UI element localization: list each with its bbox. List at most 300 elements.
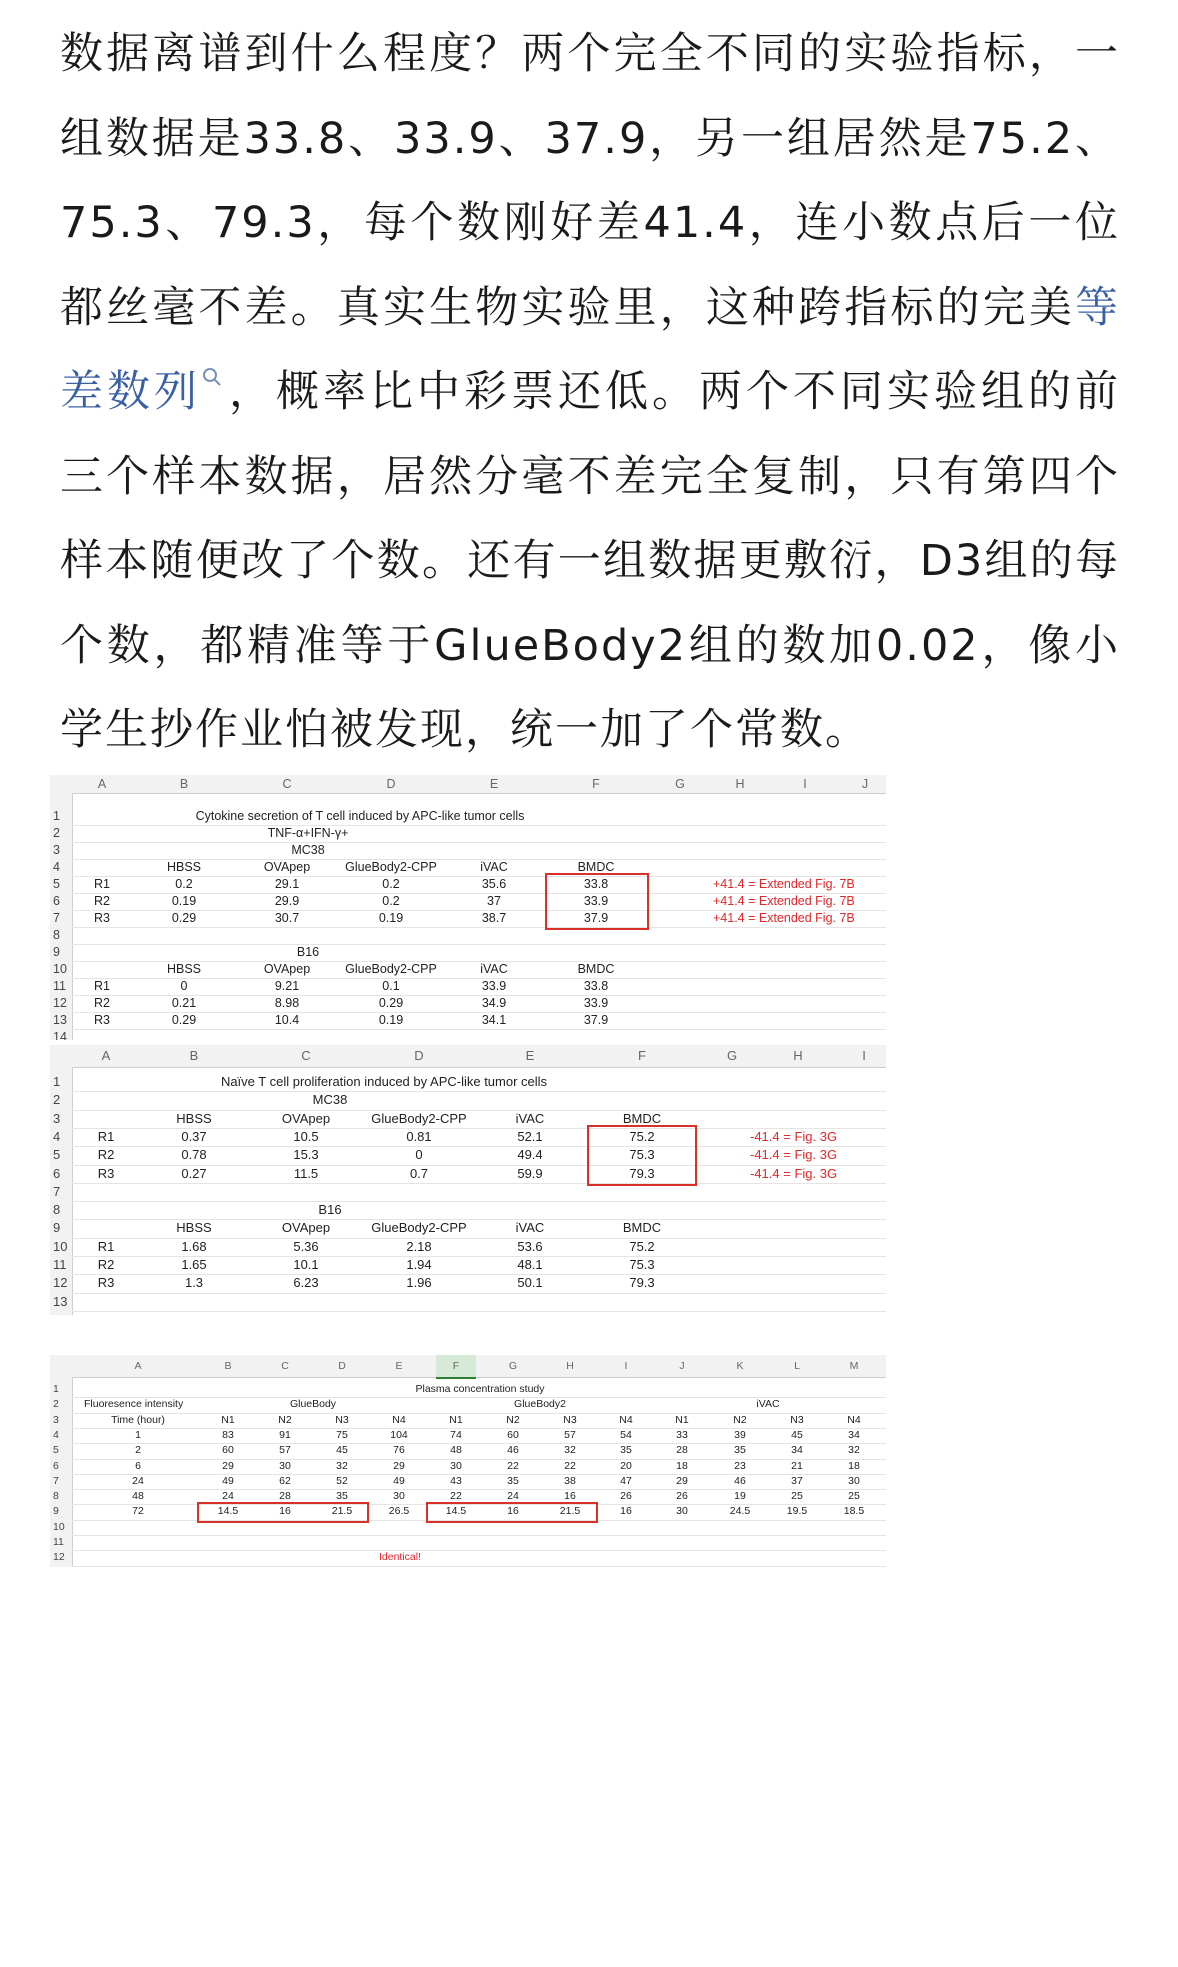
annotation-note: +41.4 = Extended Fig. 7B bbox=[713, 911, 855, 925]
group-label-mc38: MC38 bbox=[312, 1092, 348, 1108]
row-number-11[interactable]: 11 bbox=[53, 1536, 64, 1548]
data-cell: 0.19 bbox=[378, 911, 404, 925]
data-cell: 30 bbox=[393, 1490, 405, 1503]
keyword-link[interactable]: 等差数列 bbox=[60, 282, 1120, 417]
row-number-6[interactable]: 6 bbox=[53, 894, 60, 908]
data-cell: 0.2 bbox=[175, 877, 193, 891]
group-label-b16: B16 bbox=[318, 1202, 342, 1218]
replicate-label: N1 bbox=[221, 1413, 235, 1426]
data-cell: 22 bbox=[564, 1459, 576, 1472]
sheet-title: Naïve T cell proliferation induced by APC-like tumor cells bbox=[220, 1074, 548, 1089]
data-cell: 48.1 bbox=[517, 1257, 543, 1272]
replicate-label: N2 bbox=[278, 1413, 292, 1426]
data-cell: 26 bbox=[676, 1490, 688, 1503]
data-cell: 75.2 bbox=[629, 1128, 655, 1144]
row-number-6[interactable]: 6 bbox=[53, 1165, 61, 1181]
data-cell: 52 bbox=[336, 1474, 348, 1487]
data-cell: 57 bbox=[279, 1444, 291, 1457]
data-cell: 30 bbox=[676, 1505, 688, 1518]
column-label: iVAC bbox=[515, 1220, 545, 1236]
search-icon[interactable] bbox=[201, 366, 223, 388]
data-cell: 5.36 bbox=[293, 1238, 319, 1254]
article-text-part-1: 数据离谱到什么程度？两个完全不同的实验指标，一组数据是33.8、33.9、37.9，另一组居然是75.2、75.3、79.3，每个数刚好差41.4，连小数点后一位都丝毫不差。真实生物实验里，这种跨指标的完美 bbox=[60, 29, 1120, 333]
data-cell: 37.9 bbox=[583, 1013, 609, 1027]
sheet-title: Cytokine secretion of T cell induced by APC-like tumor cells bbox=[195, 809, 525, 823]
group-label: GlueBody2 bbox=[514, 1398, 566, 1411]
highlight-box bbox=[587, 1125, 697, 1186]
data-cell: 15.3 bbox=[293, 1147, 319, 1163]
column-label: OVApep bbox=[263, 860, 311, 874]
article-paragraph bbox=[60, 12, 1120, 773]
row-label: R1 bbox=[94, 877, 110, 891]
row-label: R2 bbox=[97, 1147, 115, 1163]
time-value: 48 bbox=[132, 1490, 144, 1503]
data-cell: 47 bbox=[620, 1474, 632, 1487]
replicate-label: N1 bbox=[675, 1413, 689, 1426]
column-label: GlueBody2-CPP bbox=[345, 860, 437, 874]
data-cell: 43 bbox=[450, 1474, 462, 1487]
data-cell: 49.4 bbox=[517, 1147, 543, 1163]
row-number-11[interactable]: 11 bbox=[53, 979, 66, 993]
data-cell: 33 bbox=[676, 1428, 688, 1441]
data-cell: 25 bbox=[791, 1490, 803, 1503]
article-text bbox=[60, 12, 1120, 773]
data-cell: 83 bbox=[222, 1428, 234, 1441]
row-label: R2 bbox=[94, 894, 110, 908]
data-cell: 0.37 bbox=[181, 1128, 207, 1144]
column-header-i[interactable]: I bbox=[803, 777, 807, 791]
column-header-d[interactable]: D bbox=[338, 1360, 346, 1372]
data-cell: 22 bbox=[507, 1459, 519, 1472]
row-number-5[interactable]: 5 bbox=[53, 1147, 61, 1163]
data-cell: 34.1 bbox=[481, 1013, 507, 1027]
data-cell: 49 bbox=[222, 1474, 234, 1487]
column-header-a[interactable]: A bbox=[101, 1048, 111, 1063]
column-header-h[interactable]: H bbox=[566, 1360, 574, 1372]
row-number-9[interactable]: 9 bbox=[53, 945, 60, 959]
data-cell: 104 bbox=[390, 1428, 408, 1441]
column-header-g[interactable]: G bbox=[508, 1360, 518, 1372]
replicate-label: N4 bbox=[847, 1413, 861, 1426]
column-label: iVAC bbox=[515, 1110, 545, 1126]
data-cell: 57 bbox=[564, 1428, 576, 1441]
annotation-note: +41.4 = Extended Fig. 7B bbox=[713, 894, 855, 908]
column-header-j[interactable]: J bbox=[679, 1360, 685, 1372]
column-label: OVApep bbox=[281, 1220, 331, 1236]
row-number-5[interactable]: 5 bbox=[53, 1444, 59, 1457]
grid-line bbox=[72, 1566, 886, 1567]
data-cell: 0 bbox=[180, 979, 188, 993]
highlight-box bbox=[197, 1502, 369, 1522]
row-number-6[interactable]: 6 bbox=[53, 1459, 59, 1472]
data-cell: 21.5 bbox=[331, 1505, 353, 1518]
data-cell: 62 bbox=[279, 1474, 291, 1487]
identical-note: Identical! bbox=[378, 1551, 422, 1564]
column-header-d[interactable]: D bbox=[414, 1048, 424, 1063]
grid-line bbox=[72, 978, 886, 979]
data-cell: 60 bbox=[507, 1428, 519, 1441]
row-number-3[interactable]: 3 bbox=[53, 1110, 61, 1126]
data-cell: 50.1 bbox=[517, 1275, 543, 1291]
data-cell: 0.7 bbox=[409, 1165, 429, 1181]
row-number-7[interactable]: 7 bbox=[53, 911, 60, 925]
data-cell: 30 bbox=[450, 1459, 462, 1472]
column-header-m[interactable]: M bbox=[849, 1360, 859, 1372]
column-header-f[interactable]: F bbox=[638, 1048, 646, 1063]
data-cell: 34 bbox=[791, 1444, 803, 1457]
row-number-4[interactable]: 4 bbox=[53, 860, 60, 874]
column-header-k[interactable]: K bbox=[736, 1360, 744, 1372]
grid-line bbox=[72, 1489, 886, 1490]
row-label: R2 bbox=[94, 996, 110, 1010]
row-number-13[interactable]: 13 bbox=[53, 1293, 68, 1309]
grid-line bbox=[72, 1091, 886, 1092]
row-number-8[interactable]: 8 bbox=[53, 1490, 59, 1503]
data-cell: 21 bbox=[791, 1459, 803, 1472]
annotation-note: -41.4 = Fig. 3G bbox=[750, 1165, 838, 1181]
measure-label: Fluoresence intensity bbox=[84, 1398, 184, 1411]
replicate-label: N1 bbox=[449, 1413, 463, 1426]
row-number-12[interactable]: 12 bbox=[53, 1551, 65, 1564]
row-label: R1 bbox=[97, 1128, 115, 1144]
row-label: R2 bbox=[97, 1257, 115, 1272]
group-label-b16: B16 bbox=[296, 945, 320, 959]
data-cell: 14.5 bbox=[217, 1505, 239, 1518]
data-cell: 34.9 bbox=[481, 996, 507, 1010]
row-number-bar bbox=[50, 1067, 73, 1315]
data-cell: 29 bbox=[676, 1474, 688, 1487]
data-cell: 1.3 bbox=[184, 1275, 204, 1291]
data-cell: 75.2 bbox=[629, 1238, 655, 1254]
column-header-c[interactable]: C bbox=[282, 777, 292, 791]
column-header-bar bbox=[50, 775, 886, 794]
replicate-label: N2 bbox=[506, 1413, 520, 1426]
row-number-2[interactable]: 2 bbox=[53, 1398, 59, 1411]
grid-line bbox=[72, 1474, 886, 1475]
data-cell: 33.8 bbox=[583, 979, 609, 993]
data-cell: 22 bbox=[450, 1490, 462, 1503]
column-header-d[interactable]: D bbox=[386, 777, 396, 791]
data-cell: 46 bbox=[507, 1444, 519, 1457]
data-cell: 91 bbox=[279, 1428, 291, 1441]
data-cell: 26.5 bbox=[388, 1505, 410, 1518]
data-cell: 29 bbox=[393, 1459, 405, 1472]
data-cell: 1.96 bbox=[406, 1275, 432, 1291]
row-number-10[interactable]: 10 bbox=[53, 1238, 68, 1254]
data-cell: 48 bbox=[450, 1444, 462, 1457]
column-label: iVAC bbox=[480, 860, 508, 874]
data-cell: 10.1 bbox=[293, 1257, 319, 1272]
time-value: 2 bbox=[135, 1444, 141, 1457]
column-label: BMDC bbox=[577, 962, 615, 976]
data-cell: 0.2 bbox=[382, 894, 400, 908]
time-header: Time (hour) bbox=[111, 1413, 165, 1426]
column-label: HBSS bbox=[166, 860, 202, 874]
column-header-bar bbox=[50, 1045, 886, 1068]
data-cell: 21.5 bbox=[559, 1505, 581, 1518]
data-cell: 59.9 bbox=[517, 1165, 543, 1181]
replicate-label: N3 bbox=[335, 1413, 349, 1426]
grid-line bbox=[72, 1459, 886, 1460]
row-number-1[interactable]: 1 bbox=[53, 1074, 61, 1089]
row-number-8[interactable]: 8 bbox=[53, 1202, 61, 1218]
data-cell: 35 bbox=[734, 1444, 746, 1457]
row-number-1[interactable]: 1 bbox=[53, 809, 60, 823]
data-cell: 30 bbox=[848, 1474, 860, 1487]
grid-line bbox=[72, 927, 886, 928]
data-cell: 20 bbox=[620, 1459, 632, 1472]
spreadsheet-t-cell-proliferation bbox=[50, 1045, 886, 1315]
replicate-label: N3 bbox=[563, 1413, 577, 1426]
data-cell: 19 bbox=[734, 1490, 746, 1503]
column-header-f[interactable]: F bbox=[436, 1355, 476, 1379]
column-label: BMDC bbox=[577, 860, 615, 874]
data-cell: 0.81 bbox=[406, 1128, 432, 1144]
row-number-bar bbox=[50, 1377, 73, 1567]
data-cell: 49 bbox=[393, 1474, 405, 1487]
data-cell: 1.68 bbox=[181, 1238, 207, 1254]
column-header-i[interactable]: I bbox=[624, 1360, 628, 1372]
data-cell: 34 bbox=[848, 1428, 860, 1441]
column-header-g[interactable]: G bbox=[726, 1048, 738, 1063]
row-label: R3 bbox=[97, 1165, 115, 1181]
data-cell: 10.4 bbox=[274, 1013, 300, 1027]
row-number-14[interactable]: 14 bbox=[53, 1030, 67, 1040]
replicate-label: N2 bbox=[733, 1413, 747, 1426]
data-cell: 24 bbox=[222, 1490, 234, 1503]
column-label: iVAC bbox=[480, 962, 508, 976]
data-cell: 8.98 bbox=[274, 996, 300, 1010]
group-label: GlueBody bbox=[289, 1398, 337, 1411]
column-header-a[interactable]: A bbox=[134, 1360, 142, 1372]
grid-line bbox=[72, 1535, 886, 1536]
column-header-h[interactable]: H bbox=[735, 777, 745, 791]
column-header-i[interactable]: I bbox=[862, 1048, 866, 1063]
row-number-7[interactable]: 7 bbox=[53, 1474, 59, 1487]
column-label: GlueBody2-CPP bbox=[371, 1110, 467, 1126]
data-cell: 0.21 bbox=[171, 996, 197, 1010]
column-header-b[interactable]: B bbox=[224, 1360, 232, 1372]
data-cell: 35 bbox=[507, 1474, 519, 1487]
row-number-9[interactable]: 9 bbox=[53, 1505, 59, 1518]
column-header-e[interactable]: E bbox=[395, 1360, 403, 1372]
data-cell: 37.9 bbox=[583, 911, 609, 925]
data-cell: 9.21 bbox=[274, 979, 300, 993]
row-label: R1 bbox=[97, 1238, 115, 1254]
data-cell: 18.5 bbox=[843, 1505, 865, 1518]
row-number-10[interactable]: 10 bbox=[53, 1520, 65, 1533]
row-number-4[interactable]: 4 bbox=[53, 1428, 59, 1441]
row-label: R3 bbox=[97, 1275, 115, 1291]
grid-line bbox=[72, 1428, 886, 1429]
row-number-11[interactable]: 11 bbox=[53, 1257, 67, 1272]
grid-line bbox=[72, 1029, 886, 1030]
column-label: HBSS bbox=[176, 1110, 212, 1126]
row-number-4[interactable]: 4 bbox=[53, 1128, 61, 1144]
row-label: R3 bbox=[94, 1013, 110, 1027]
row-number-bar bbox=[50, 793, 73, 1040]
data-cell: 30 bbox=[279, 1459, 291, 1472]
data-cell: 16 bbox=[620, 1505, 632, 1518]
replicate-label: N4 bbox=[619, 1413, 633, 1426]
row-number-12[interactable]: 12 bbox=[53, 1275, 68, 1291]
data-cell: 29.1 bbox=[274, 877, 300, 891]
annotation-note: +41.4 = Extended Fig. 7B bbox=[713, 877, 855, 891]
data-cell: 1.94 bbox=[406, 1257, 432, 1272]
grid-line bbox=[72, 1550, 886, 1551]
row-number-12[interactable]: 12 bbox=[53, 996, 67, 1010]
spreadsheet-cytokine-secretion bbox=[50, 775, 886, 1040]
data-cell: 0.29 bbox=[378, 996, 404, 1010]
grid-line bbox=[72, 1293, 886, 1294]
data-cell: 45 bbox=[336, 1444, 348, 1457]
data-cell: 35 bbox=[620, 1444, 632, 1457]
column-label: GlueBody2-CPP bbox=[345, 962, 437, 976]
column-header-e[interactable]: E bbox=[489, 777, 499, 791]
column-header-b[interactable]: B bbox=[179, 777, 189, 791]
column-header-h[interactable]: H bbox=[793, 1048, 803, 1063]
data-cell: 6.23 bbox=[293, 1275, 319, 1291]
column-header-f[interactable]: F bbox=[592, 777, 600, 791]
column-label: BMDC bbox=[622, 1110, 662, 1126]
sheet-title: Plasma concentration study bbox=[415, 1383, 545, 1395]
row-number-3[interactable]: 3 bbox=[53, 1413, 59, 1426]
data-cell: 35.6 bbox=[481, 877, 507, 891]
data-cell: 1.65 bbox=[181, 1257, 207, 1272]
data-cell: 18 bbox=[676, 1459, 688, 1472]
annotation-note: -41.4 = Fig. 3G bbox=[750, 1147, 838, 1163]
column-header-l[interactable]: L bbox=[794, 1360, 800, 1372]
grid-line bbox=[72, 1183, 886, 1184]
data-cell: 46 bbox=[734, 1474, 746, 1487]
data-cell: 32 bbox=[336, 1459, 348, 1472]
data-cell: 74 bbox=[450, 1428, 462, 1441]
grid-line bbox=[72, 1443, 886, 1444]
data-cell: 37 bbox=[487, 894, 501, 908]
column-header-c[interactable]: C bbox=[301, 1048, 311, 1063]
data-cell: 79.3 bbox=[629, 1165, 655, 1181]
data-cell: 16 bbox=[507, 1505, 519, 1518]
data-cell: 0.27 bbox=[181, 1165, 207, 1181]
time-value: 1 bbox=[135, 1428, 141, 1441]
column-label: BMDC bbox=[622, 1220, 662, 1236]
data-cell: 24 bbox=[507, 1490, 519, 1503]
row-number-8[interactable]: 8 bbox=[53, 928, 60, 942]
grid-line bbox=[72, 944, 886, 945]
data-cell: 11.5 bbox=[293, 1165, 319, 1181]
data-cell: 75 bbox=[336, 1428, 348, 1441]
column-header-e[interactable]: E bbox=[525, 1048, 535, 1063]
replicate-label: N4 bbox=[392, 1413, 406, 1426]
data-cell: 25 bbox=[848, 1490, 860, 1503]
grid-line bbox=[72, 1311, 886, 1312]
highlight-box bbox=[426, 1502, 598, 1522]
sheet-subtitle: TNF-α+IFN-γ+ bbox=[267, 826, 349, 840]
data-cell: 23 bbox=[734, 1459, 746, 1472]
group-label: iVAC bbox=[756, 1398, 780, 1411]
column-header-j[interactable]: J bbox=[861, 777, 869, 791]
row-number-9[interactable]: 9 bbox=[53, 1220, 61, 1236]
data-cell: 79.3 bbox=[629, 1275, 655, 1291]
data-cell: 19.5 bbox=[786, 1505, 808, 1518]
data-cell: 39 bbox=[734, 1428, 746, 1441]
column-label: HBSS bbox=[176, 1220, 212, 1236]
data-cell: 75.3 bbox=[629, 1147, 655, 1163]
data-cell: 29 bbox=[222, 1459, 234, 1472]
row-number-7[interactable]: 7 bbox=[53, 1183, 61, 1199]
grid-line bbox=[72, 842, 886, 843]
data-cell: 33.9 bbox=[583, 996, 609, 1010]
highlight-box bbox=[545, 873, 649, 930]
spreadsheet-plasma-concentration bbox=[50, 1355, 886, 1567]
data-cell: 16 bbox=[279, 1505, 291, 1518]
column-label: HBSS bbox=[166, 962, 202, 976]
row-number-2[interactable]: 2 bbox=[53, 826, 60, 840]
data-cell: 16 bbox=[564, 1490, 576, 1503]
column-label: OVApep bbox=[263, 962, 311, 976]
row-number-3[interactable]: 3 bbox=[53, 843, 60, 857]
data-cell: 33.9 bbox=[583, 894, 609, 908]
data-cell: 32 bbox=[848, 1444, 860, 1457]
data-cell: 37 bbox=[791, 1474, 803, 1487]
column-header-bar bbox=[50, 1355, 886, 1378]
data-cell: 0.1 bbox=[382, 979, 400, 993]
data-cell: 54 bbox=[620, 1428, 632, 1441]
row-number-10[interactable]: 10 bbox=[53, 962, 67, 976]
row-label: R3 bbox=[94, 911, 110, 925]
column-header-a[interactable]: A bbox=[97, 777, 107, 791]
data-cell: 60 bbox=[222, 1444, 234, 1457]
data-cell: 0.2 bbox=[382, 877, 400, 891]
column-header-c[interactable]: C bbox=[281, 1360, 289, 1372]
data-cell: 14.5 bbox=[445, 1505, 467, 1518]
data-cell: 10.5 bbox=[293, 1128, 319, 1144]
data-cell: 26 bbox=[620, 1490, 632, 1503]
data-cell: 0.29 bbox=[171, 911, 197, 925]
grid-line bbox=[72, 1413, 886, 1414]
data-cell: 0.78 bbox=[181, 1147, 207, 1163]
data-cell: 33.8 bbox=[583, 877, 609, 891]
data-cell: 18 bbox=[848, 1459, 860, 1472]
row-number-5[interactable]: 5 bbox=[53, 877, 60, 891]
data-cell: 30.7 bbox=[274, 911, 300, 925]
article-text-part-2: ，概率比中彩票还低。两个不同实验组的前三个样本数据，居然分毫不差完全复制，只有第四个样本随便改了个数。还有一组数据更敷衍，D3组的每个数，都精准等于GlueBody2组的数加0.02，像小学生抄作业怕被发现，统一加了个常数。 bbox=[60, 367, 1120, 755]
column-header-b[interactable]: B bbox=[189, 1048, 199, 1063]
data-cell: 0.19 bbox=[171, 894, 197, 908]
time-value: 24 bbox=[132, 1474, 144, 1487]
data-cell: 0 bbox=[415, 1147, 423, 1163]
column-header-g[interactable]: G bbox=[675, 777, 685, 791]
column-label: OVApep bbox=[281, 1110, 331, 1126]
column-label: GlueBody2-CPP bbox=[371, 1220, 467, 1236]
row-number-13[interactable]: 13 bbox=[53, 1013, 67, 1027]
grid-line bbox=[72, 1201, 886, 1202]
row-label: R1 bbox=[94, 979, 110, 993]
data-cell: 33.9 bbox=[481, 979, 507, 993]
data-cell: 0.19 bbox=[378, 1013, 404, 1027]
data-cell: 2.18 bbox=[406, 1238, 432, 1254]
data-cell: 76 bbox=[393, 1444, 405, 1457]
time-value: 72 bbox=[132, 1505, 144, 1518]
data-cell: 32 bbox=[564, 1444, 576, 1457]
row-number-1[interactable]: 1 bbox=[53, 1383, 59, 1395]
row-number-2[interactable]: 2 bbox=[53, 1092, 61, 1108]
data-cell: 53.6 bbox=[517, 1238, 543, 1254]
data-cell: 38.7 bbox=[481, 911, 507, 925]
time-value: 6 bbox=[135, 1459, 141, 1472]
data-cell: 52.1 bbox=[517, 1128, 543, 1144]
data-cell: 75.3 bbox=[629, 1257, 655, 1272]
